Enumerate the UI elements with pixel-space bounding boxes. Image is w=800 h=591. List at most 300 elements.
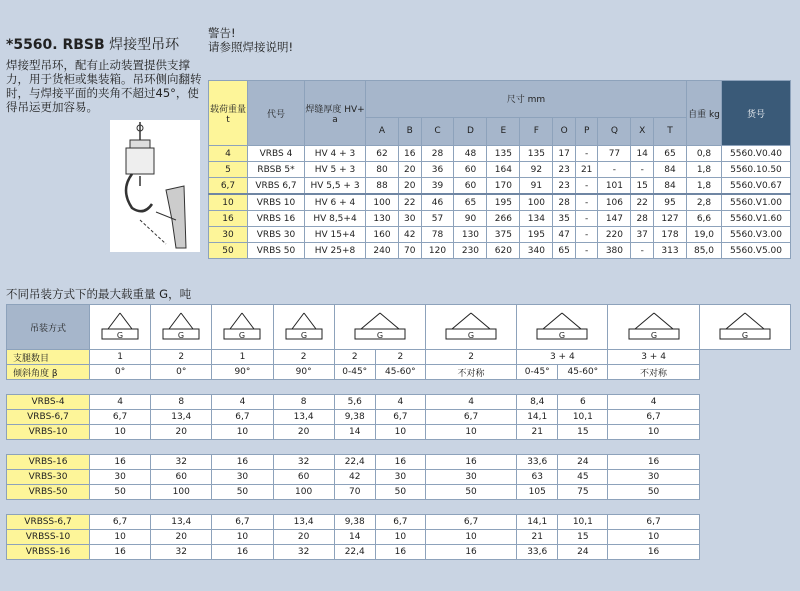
method-icon-cell: [212, 305, 273, 350]
model-name: VRBS-30: [7, 470, 90, 485]
load-cell: 14: [334, 530, 375, 545]
model-name: VRBSS-6,7: [7, 515, 90, 530]
spec-row: [209, 178, 791, 195]
load-cell: 50: [375, 485, 425, 500]
spec-cell: 84: [653, 178, 686, 195]
spec-cell: 100: [520, 194, 553, 211]
gap-cell: [7, 380, 700, 395]
dim-header-C: C: [421, 117, 454, 145]
load-cell: 10,1: [558, 410, 608, 425]
spec-cell: 60: [454, 178, 487, 195]
legs-cell: 2: [273, 350, 334, 365]
group-gap: [7, 500, 791, 515]
spec-row: [209, 227, 791, 243]
angle-cell: 45-60°: [558, 365, 608, 380]
spec-row: [209, 243, 791, 259]
load-cell: 10: [212, 425, 273, 440]
spec-cell: 57: [421, 211, 454, 227]
spec-cell: -: [575, 243, 598, 259]
load-cell: 4: [212, 395, 273, 410]
legs-cell: 2: [425, 350, 516, 365]
svg-text:G: G: [300, 331, 307, 340]
dim-header-E: E: [487, 117, 520, 145]
spec-cell: 0,8: [687, 146, 722, 162]
spec-cell: 5560.V5.00: [722, 243, 791, 259]
load-cell: 4: [425, 395, 516, 410]
spec-cell: RBSB 5*: [248, 162, 305, 178]
gap-cell: [7, 500, 700, 515]
load-cell: 50: [608, 485, 699, 500]
dim-header-D: D: [454, 117, 487, 145]
load-cell: 13,4: [151, 515, 212, 530]
spec-cell: VRBS 4: [248, 146, 305, 162]
load-cell: 5,6: [334, 395, 375, 410]
spec-cell: 130: [366, 211, 399, 227]
load-row: [7, 530, 791, 545]
col-weight-header: 自重 kg: [687, 81, 722, 146]
angle-cell: 90°: [212, 365, 273, 380]
legs-cell: 3 + 4: [517, 350, 608, 365]
spec-cell: VRBS 16: [248, 211, 305, 227]
spec-cell: 78: [421, 227, 454, 243]
load-cell: 10: [425, 530, 516, 545]
lifting-method-icon: [274, 309, 334, 345]
load-cell: 10,1: [558, 515, 608, 530]
spec-cell: 120: [421, 243, 454, 259]
load-row: [7, 485, 791, 500]
spec-cell: -: [598, 162, 631, 178]
load-cell: 32: [151, 545, 212, 560]
load-cell: 13,4: [273, 515, 334, 530]
load-cell: 6,7: [212, 515, 273, 530]
spec-cell: 28: [631, 211, 654, 227]
spec-cell: 95: [653, 194, 686, 211]
svg-text:G: G: [559, 331, 566, 340]
spec-cell: 5560.V1.00: [722, 194, 791, 211]
spec-cell: 60: [454, 162, 487, 178]
angle-cell: 0°: [90, 365, 151, 380]
model-name: VRBS-10: [7, 425, 90, 440]
lifting-method-icon: [90, 309, 150, 345]
load-row: [7, 545, 791, 560]
svg-text:G: G: [116, 331, 124, 340]
angle-cell: 0-45°: [334, 365, 375, 380]
spec-cell: 130: [454, 227, 487, 243]
col-code-header: 代号: [248, 81, 305, 146]
spec-cell: 28: [421, 146, 454, 162]
spec-cell: 5560.V3.00: [722, 227, 791, 243]
spec-cell: 178: [653, 227, 686, 243]
spec-cell: HV 5,5 + 3: [305, 178, 366, 195]
load-cell: 9,38: [334, 410, 375, 425]
load-row: [7, 410, 791, 425]
spec-cell: 10: [209, 194, 248, 211]
method-label: 吊装方式: [7, 305, 90, 350]
spec-cell: VRBS 50: [248, 243, 305, 259]
spec-cell: 39: [421, 178, 454, 195]
load-cell: 16: [608, 545, 699, 560]
load-cell: 50: [425, 485, 516, 500]
angle-cell: 不对称: [425, 365, 516, 380]
spec-cell: 88: [366, 178, 399, 195]
spec-cell: 19,0: [687, 227, 722, 243]
load-cell: 32: [273, 455, 334, 470]
spec-cell: HV 25+8: [305, 243, 366, 259]
spec-cell: 5560.V1.60: [722, 211, 791, 227]
legs-cell: 1: [212, 350, 273, 365]
model-name: VRBS-6,7: [7, 410, 90, 425]
spec-cell: 90: [454, 211, 487, 227]
load-cell: 32: [151, 455, 212, 470]
load-cell: 20: [151, 425, 212, 440]
lifting-method-icon: [151, 309, 211, 345]
spec-cell: 22: [398, 194, 421, 211]
lifting-ring-illustration: [110, 120, 200, 252]
load-cell: 30: [425, 470, 516, 485]
spec-cell: 80: [366, 162, 399, 178]
col-dims-header: 尺寸 mm: [366, 81, 687, 118]
spec-cell: 230: [454, 243, 487, 259]
spec-cell: 30: [209, 227, 248, 243]
spec-cell: 15: [631, 178, 654, 195]
spec-cell: 21: [575, 162, 598, 178]
load-cell: 9,38: [334, 515, 375, 530]
load-cell: 6: [558, 395, 608, 410]
load-cell: 30: [90, 470, 151, 485]
lifting-method-icon: [335, 309, 425, 345]
load-cell: 6,7: [608, 515, 699, 530]
load-cell: 30: [608, 470, 699, 485]
method-icon-cell: [425, 305, 516, 350]
product-intro: 焊接型吊环，配有止动装置提供支撑力，用于货柜或集装箱。吊环侧向翻转时，与焊接平面的夹角不超过45°，使得吊运更加容易。: [6, 58, 202, 114]
load-cell: 10: [90, 425, 151, 440]
spec-cell: 22: [631, 194, 654, 211]
group-gap: [7, 440, 791, 455]
load-cell: 8: [273, 395, 334, 410]
method-icon-cell: [273, 305, 334, 350]
load-row: [7, 425, 791, 440]
spec-cell: 313: [653, 243, 686, 259]
angle-cell: 不对称: [608, 365, 699, 380]
load-cell: 13,4: [273, 410, 334, 425]
angle-cell: 0°: [151, 365, 212, 380]
spec-cell: 91: [520, 178, 553, 195]
spec-cell: 77: [598, 146, 631, 162]
spec-cell: 170: [487, 178, 520, 195]
spec-cell: 100: [366, 194, 399, 211]
spec-row: [209, 162, 791, 178]
spec-cell: 48: [454, 146, 487, 162]
spec-cell: 47: [553, 227, 576, 243]
load-row: [7, 515, 791, 530]
load-cell: 24: [558, 545, 608, 560]
spec-cell: HV 5 + 3: [305, 162, 366, 178]
spec-cell: 14: [631, 146, 654, 162]
load-cell: 8,4: [517, 395, 558, 410]
load-cell: 14: [334, 425, 375, 440]
product-code: *5560. RBSB: [6, 37, 105, 53]
load-cell: 10: [608, 425, 699, 440]
load-cell: 50: [212, 485, 273, 500]
svg-text:G: G: [376, 331, 383, 340]
load-cell: 10: [212, 530, 273, 545]
spec-cell: 65: [553, 243, 576, 259]
spec-cell: HV 15+4: [305, 227, 366, 243]
lifting-method-icon: [700, 309, 790, 345]
model-name: VRBS-4: [7, 395, 90, 410]
spec-cell: 85,0: [687, 243, 722, 259]
spec-row: [209, 194, 791, 211]
load-cell: 16: [608, 455, 699, 470]
spec-cell: 5560.V0.67: [722, 178, 791, 195]
load-cell: 6,7: [90, 515, 151, 530]
angle-label: 倾斜角度 β: [7, 365, 90, 380]
lifting-method-icon: [608, 309, 698, 345]
spec-cell: 375: [487, 227, 520, 243]
model-name: VRBS-50: [7, 485, 90, 500]
load-cell: 22,4: [334, 545, 375, 560]
svg-text:G: G: [650, 331, 657, 340]
load-cell: 6,7: [375, 515, 425, 530]
load-cell: 16: [90, 545, 151, 560]
angle-cell: 45-60°: [375, 365, 425, 380]
load-cell: 10: [375, 425, 425, 440]
spec-row: [209, 146, 791, 162]
load-cell: 24: [558, 455, 608, 470]
spec-cell: 5560.V0.40: [722, 146, 791, 162]
dim-header-T: T: [653, 117, 686, 145]
load-cell: 75: [558, 485, 608, 500]
load-cell: 20: [273, 425, 334, 440]
spec-cell: 17: [553, 146, 576, 162]
spec-cell: 20: [398, 162, 421, 178]
warning-note: [208, 26, 293, 54]
method-icon-cell: [517, 305, 608, 350]
lifting-method-icon: [212, 309, 272, 345]
spec-cell: 160: [366, 227, 399, 243]
load-cell: 50: [90, 485, 151, 500]
load-cell: 30: [375, 470, 425, 485]
model-name: VRBS-16: [7, 455, 90, 470]
spec-cell: 65: [653, 146, 686, 162]
load-row: [7, 470, 791, 485]
spec-cell: HV 6 + 4: [305, 194, 366, 211]
spec-cell: 28: [553, 194, 576, 211]
spec-cell: -: [631, 162, 654, 178]
load-cell: 16: [212, 545, 273, 560]
spec-cell: 106: [598, 194, 631, 211]
spec-cell: 92: [520, 162, 553, 178]
spec-cell: HV 4 + 3: [305, 146, 366, 162]
angle-row: [7, 365, 791, 380]
load-cell: 10: [90, 530, 151, 545]
load-cell: 21: [517, 530, 558, 545]
spec-cell: 1,8: [687, 178, 722, 195]
load-table: [6, 304, 791, 560]
spec-cell: 127: [653, 211, 686, 227]
dim-header-P: P: [575, 117, 598, 145]
load-cell: 15: [558, 530, 608, 545]
legs-cell: 2: [334, 350, 375, 365]
load-cell: 10: [425, 425, 516, 440]
gap-cell: [7, 440, 700, 455]
spec-table: [208, 80, 791, 259]
load-cell: 6,7: [212, 410, 273, 425]
svg-text:G: G: [178, 331, 185, 340]
dim-header-F: F: [520, 117, 553, 145]
group-gap: [7, 380, 791, 395]
load-cell: 16: [425, 455, 516, 470]
load-cell: 14,1: [517, 410, 558, 425]
spec-cell: 70: [398, 243, 421, 259]
load-cell: 21: [517, 425, 558, 440]
load-cell: 22,4: [334, 455, 375, 470]
legs-cell: 2: [151, 350, 212, 365]
dim-header-A: A: [366, 117, 399, 145]
spec-cell: 240: [366, 243, 399, 259]
load-cell: 15: [558, 425, 608, 440]
load-cell: 6,7: [425, 410, 516, 425]
dim-header-B: B: [398, 117, 421, 145]
load-cell: 20: [273, 530, 334, 545]
spec-cell: 84: [653, 162, 686, 178]
spec-cell: 135: [487, 146, 520, 162]
dim-header-Q: Q: [598, 117, 631, 145]
load-cell: 6,7: [608, 410, 699, 425]
spec-cell: -: [575, 227, 598, 243]
svg-text:G: G: [741, 331, 748, 340]
spec-cell: 340: [520, 243, 553, 259]
load-cell: 16: [425, 545, 516, 560]
spec-cell: 6,6: [687, 211, 722, 227]
angle-cell: 0-45°: [517, 365, 558, 380]
load-cell: 6,7: [90, 410, 151, 425]
load-cell: 42: [334, 470, 375, 485]
load-cell: 4: [375, 395, 425, 410]
legs-row: [7, 350, 791, 365]
load-cell: 33,6: [517, 545, 558, 560]
spec-cell: 620: [487, 243, 520, 259]
spec-cell: VRBS 10: [248, 194, 305, 211]
spec-cell: -: [575, 194, 598, 211]
spec-cell: -: [575, 178, 598, 195]
spec-cell: 23: [553, 162, 576, 178]
spec-cell: 65: [454, 194, 487, 211]
spec-cell: 195: [520, 227, 553, 243]
spec-cell: 220: [598, 227, 631, 243]
spec-cell: 5560.10.50: [722, 162, 791, 178]
method-icon-cell: [608, 305, 699, 350]
spec-cell: 50: [209, 243, 248, 259]
load-cell: 105: [517, 485, 558, 500]
spec-row: [209, 211, 791, 227]
spec-cell: HV 8,5+4: [305, 211, 366, 227]
spec-cell: 2,8: [687, 194, 722, 211]
load-cell: 60: [151, 470, 212, 485]
load-cell: 10: [608, 530, 699, 545]
load-cell: 33,6: [517, 455, 558, 470]
product-title: [6, 34, 179, 54]
load-cell: 10: [375, 530, 425, 545]
spec-cell: 1,8: [687, 162, 722, 178]
spec-cell: 42: [398, 227, 421, 243]
legs-cell: 1: [90, 350, 151, 365]
load-section-title: 不同吊装方式下的最大载重量 G，吨: [6, 287, 192, 301]
spec-cell: -: [575, 211, 598, 227]
method-icon-row: [7, 305, 791, 350]
method-icon-cell: [334, 305, 425, 350]
warning-text: 请参照焊接说明!: [208, 40, 294, 54]
spec-cell: 147: [598, 211, 631, 227]
spec-cell: 16: [398, 146, 421, 162]
legs-label: 支腿数目: [7, 350, 90, 365]
load-cell: 60: [273, 470, 334, 485]
load-cell: 20: [151, 530, 212, 545]
spec-cell: 5: [209, 162, 248, 178]
spec-cell: VRBS 6,7: [248, 178, 305, 195]
spec-cell: VRBS 30: [248, 227, 305, 243]
lifting-ring-icon: [110, 120, 200, 252]
load-cell: 14,1: [517, 515, 558, 530]
load-cell: 6,7: [425, 515, 516, 530]
dim-header-X: X: [631, 117, 654, 145]
load-cell: 63: [517, 470, 558, 485]
angle-cell: 90°: [273, 365, 334, 380]
spec-cell: 16: [209, 211, 248, 227]
spec-cell: 23: [553, 178, 576, 195]
method-icon-cell: [699, 305, 790, 350]
load-cell: 6,7: [375, 410, 425, 425]
lifting-method-icon: [426, 309, 516, 345]
lifting-method-icon: [517, 309, 607, 345]
spec-cell: 164: [487, 162, 520, 178]
spec-cell: 30: [398, 211, 421, 227]
spec-cell: 62: [366, 146, 399, 162]
load-cell: 30: [212, 470, 273, 485]
warning-title: 警告!: [208, 26, 236, 40]
spec-cell: 20: [398, 178, 421, 195]
spec-cell: -: [631, 243, 654, 259]
load-cell: 16: [375, 455, 425, 470]
load-cell: 100: [273, 485, 334, 500]
load-cell: 4: [608, 395, 699, 410]
spec-cell: 46: [421, 194, 454, 211]
svg-text:G: G: [467, 331, 475, 340]
product-name: 焊接型吊环: [109, 37, 180, 53]
load-cell: 8: [151, 395, 212, 410]
load-cell: 16: [375, 545, 425, 560]
spec-cell: -: [575, 146, 598, 162]
load-cell: 70: [334, 485, 375, 500]
load-cell: 4: [90, 395, 151, 410]
spec-cell: 36: [421, 162, 454, 178]
spec-cell: 195: [487, 194, 520, 211]
spec-cell: 37: [631, 227, 654, 243]
load-cell: 100: [151, 485, 212, 500]
spec-cell: 6,7: [209, 178, 248, 195]
load-row: [7, 455, 791, 470]
model-name: VRBSS-16: [7, 545, 90, 560]
col-load-header: 载荷重量 t: [209, 81, 248, 146]
load-cell: 45: [558, 470, 608, 485]
spec-cell: 35: [553, 211, 576, 227]
load-cell: 16: [212, 455, 273, 470]
spec-cell: 380: [598, 243, 631, 259]
load-cell: 13,4: [151, 410, 212, 425]
spec-cell: 266: [487, 211, 520, 227]
method-icon-cell: [90, 305, 151, 350]
spec-cell: 135: [520, 146, 553, 162]
